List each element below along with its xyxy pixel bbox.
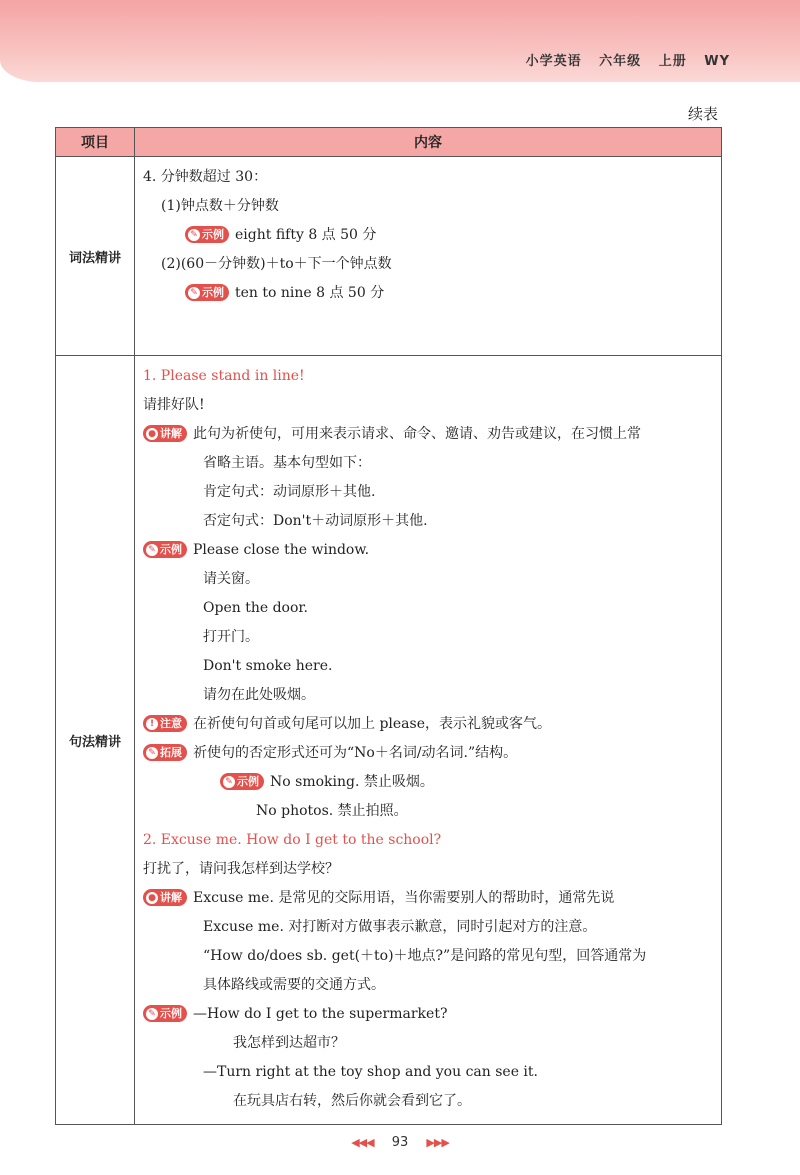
example-tag: ✎ 示例 <box>143 1005 187 1022</box>
text-line: 在玩具店右转，然后你就会看到它了。 <box>233 1093 471 1109</box>
text-line: (2)(60－分钟数)＋to＋下一个钟点数 <box>161 256 392 272</box>
table-row <box>56 157 722 356</box>
example-tag: ✎ 示例 <box>143 541 187 558</box>
extension-line: ✎ 拓展 祈使句的否定形式还可为“No＋名词/动名词.”结构。 <box>143 739 713 768</box>
text-line: Don't smoke here. <box>203 658 333 674</box>
pencil-icon: ✎ <box>223 776 235 788</box>
text-line: (1)钟点数＋分钟数 <box>161 198 279 214</box>
text-line: 4. 分钟数超过 30： <box>143 169 268 185</box>
pencil-icon: ✎ <box>146 747 158 759</box>
next-arrows-icon: ▶▶▶ <box>426 1136 449 1149</box>
volume-label: 上册 <box>658 54 687 69</box>
text-line: 打开门。 <box>203 629 259 645</box>
example-line: ✎ 示例 ten to nine 8 点 50 分 <box>143 279 713 308</box>
text-line: “How do/does sb. get(＋to)＋地点?”是问路的常见句型，回答通常为 <box>203 948 647 964</box>
table-row <box>56 356 722 1125</box>
text-line: 肯定句式：动词原形＋其他. <box>203 484 376 500</box>
speech-icon: ● <box>146 428 158 440</box>
sentence-title: 2. Excuse me. How do I get to the school? <box>143 832 442 848</box>
text-line: 我怎样到达超市？ <box>233 1035 345 1051</box>
example-line: ✎ 示例 No smoking. 禁止吸烟。 <box>143 768 713 797</box>
speech-icon: ● <box>146 892 158 904</box>
page-footer <box>0 1135 800 1150</box>
pencil-icon: ✎ <box>188 229 200 241</box>
page-header-band <box>0 0 800 82</box>
explain-line: ● 讲解 此句为祈使句，可用来表示请求、命令、邀请、劝告或建议，在习惯上常 <box>143 420 713 449</box>
text-line: 请排好队! <box>143 397 205 413</box>
edition-label: WY <box>704 54 730 69</box>
pencil-icon: ✎ <box>146 1008 158 1020</box>
text-line: —Turn right at the toy shop and you can see it. <box>203 1064 538 1080</box>
exclamation-icon: ! <box>146 718 158 730</box>
example-line: ✎ 示例 eight fifty 8 点 50 分 <box>143 221 713 250</box>
row-content-vocab <box>135 157 722 356</box>
text-line: Open the door. <box>203 600 308 616</box>
example-tag: ✎ 示例 <box>220 773 264 790</box>
example-tag: ✎ 示例 <box>185 226 229 243</box>
text-line: 具体路线或需要的交通方式。 <box>203 977 385 993</box>
content-table <box>55 127 722 1125</box>
text-line: 否定句式：Don't＋动词原形＋其他. <box>203 513 428 529</box>
col-header-content: 内容 <box>135 128 722 157</box>
prev-arrows-icon: ◀◀◀ <box>351 1136 374 1149</box>
explain-tag: ● 讲解 <box>143 889 187 906</box>
row-label-vocab: 词法精讲 <box>56 157 135 356</box>
table-header-row <box>56 128 722 157</box>
extension-tag: ✎ 拓展 <box>143 744 187 761</box>
pencil-icon: ✎ <box>188 287 200 299</box>
text-line: 打扰了，请问我怎样到达学校？ <box>143 861 339 877</box>
text-line: No photos. 禁止拍照。 <box>256 803 408 819</box>
sentence-title: 1. Please stand in line! <box>143 368 305 384</box>
text-line: 请关窗。 <box>203 571 259 587</box>
note-tag: ! 注意 <box>143 715 187 732</box>
continued-label: 续表 <box>687 105 718 123</box>
note-line: ! 注意 在祈使句句首或句尾可以加上 please，表示礼貌或客气。 <box>143 710 713 739</box>
col-header-item: 项目 <box>56 128 135 157</box>
text-line: 请勿在此处吸烟。 <box>203 687 315 703</box>
grade-label: 六年级 <box>599 54 642 69</box>
page-number: 93 <box>391 1135 409 1150</box>
text-line: 省略主语。基本句型如下： <box>203 455 371 471</box>
explain-line: ● 讲解 Excuse me. 是常见的交际用语，当你需要别人的帮助时，通常先说 <box>143 884 713 913</box>
subject-label: 小学英语 <box>525 54 582 69</box>
row-label-syntax: 句法精讲 <box>56 356 135 1125</box>
pencil-icon: ✎ <box>146 544 158 556</box>
example-line: ✎ 示例 Please close the window. <box>143 536 713 565</box>
example-tag: ✎ 示例 <box>185 284 229 301</box>
explain-tag: ● 讲解 <box>143 425 187 442</box>
row-content-syntax <box>135 356 722 1125</box>
example-line: ✎ 示例 —How do I get to the supermarket? <box>143 1000 713 1029</box>
book-info <box>514 50 730 69</box>
text-line: Excuse me. 对打断对方做事表示歉意，同时引起对方的注意。 <box>203 919 597 935</box>
